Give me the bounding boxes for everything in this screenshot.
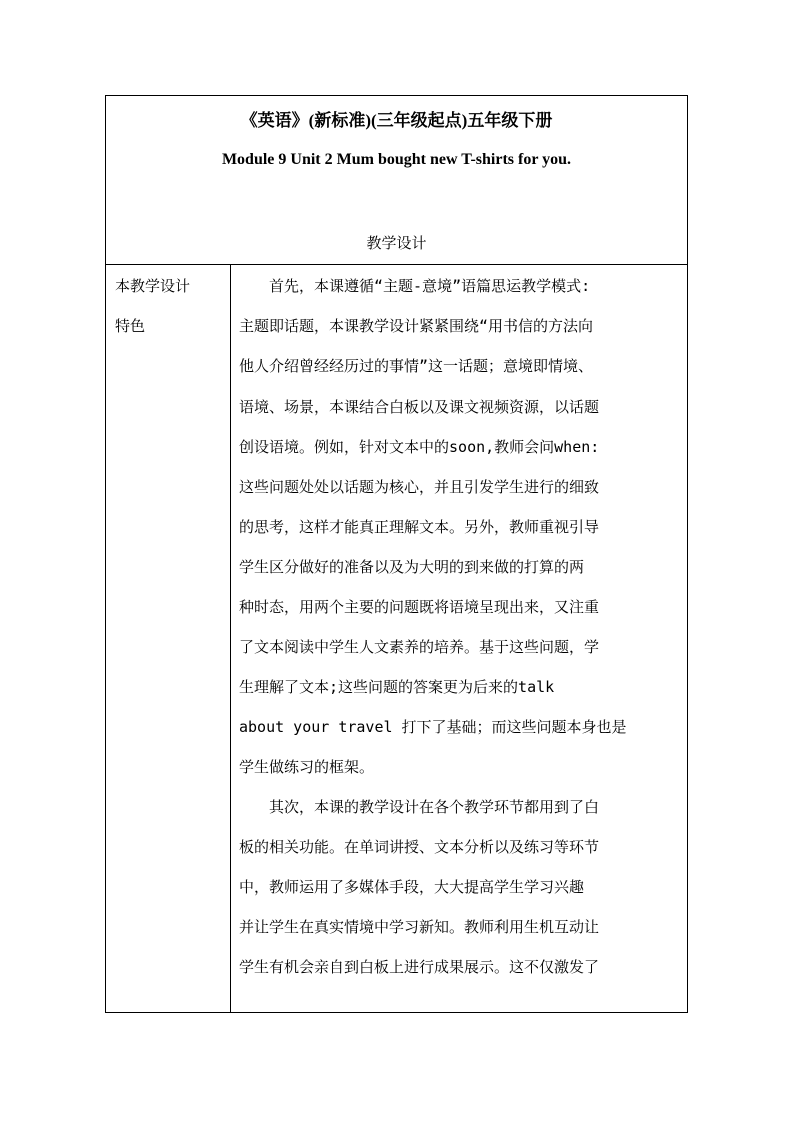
table-header-cell: [106, 96, 687, 265]
feature-label-line-1: 本教学设计: [115, 277, 191, 295]
content-line: 学生做练习的框架。: [239, 758, 375, 776]
content-line: 主题即话题，本课教学设计紧紧围绕“用书信的方法向: [239, 317, 594, 335]
content-line: 并让学生在真实情境中学习新知。教师利用生机互动让: [239, 918, 600, 936]
content-line: 中，教师运用了多媒体手段，大大提高学生学习兴趣: [239, 878, 585, 896]
content-line: 的思考，这样才能真正理解文本。另外，教师重视引导: [239, 518, 600, 536]
content-line: 学生区分做好的准备以及为大明的到来做的打算的两: [239, 558, 585, 576]
lesson-title: Module 9 Unit 2 Mum bought new T-shirts for you.: [221, 151, 572, 168]
content-line: 学生有机会亲自到白板上进行成果展示。这不仅激发了: [239, 958, 600, 976]
content-line: 了文本阅读中学生人文素养的培养。基于这些问题，学: [239, 638, 600, 656]
content-line: 其次，本课的教学设计在各个教学环节都用到了白: [269, 798, 600, 816]
content-line: 这些问题处处以话题为核心，并且引发学生进行的细致: [239, 478, 600, 496]
content-line: 创设语境。例如，针对文本中的soon,教师会问when:: [239, 438, 600, 456]
feature-label-line-2: 特色: [115, 317, 146, 335]
lesson-design-table: [105, 95, 688, 1013]
feature-label-cell: [106, 265, 231, 1012]
document-subtitle: 教学设计: [366, 234, 427, 252]
content-line: about your travel 打下了基础；而这些问题本身也是: [239, 718, 627, 736]
content-line: 他人介绍曾经经历过的事情”这一话题；意境即情境、: [239, 357, 594, 375]
content-line: 语境、场景，本课结合白板以及课文视频资源，以话题: [239, 398, 600, 416]
feature-content-cell: [231, 265, 687, 1012]
content-line: 种时态，用两个主要的问题既将语境呈现出来，又注重: [239, 598, 600, 616]
content-line: 首先，本课遵循“主题-意境”语篇思运教学模式:: [269, 277, 591, 295]
textbook-title: 《英语》(新标准)(三年级起点)五年级下册: [240, 111, 553, 130]
content-line: 生理解了文本;这些问题的答案更为后来的talk: [239, 678, 555, 696]
content-line: 板的相关功能。在单词讲授、文本分析以及练习等环节: [239, 838, 600, 856]
